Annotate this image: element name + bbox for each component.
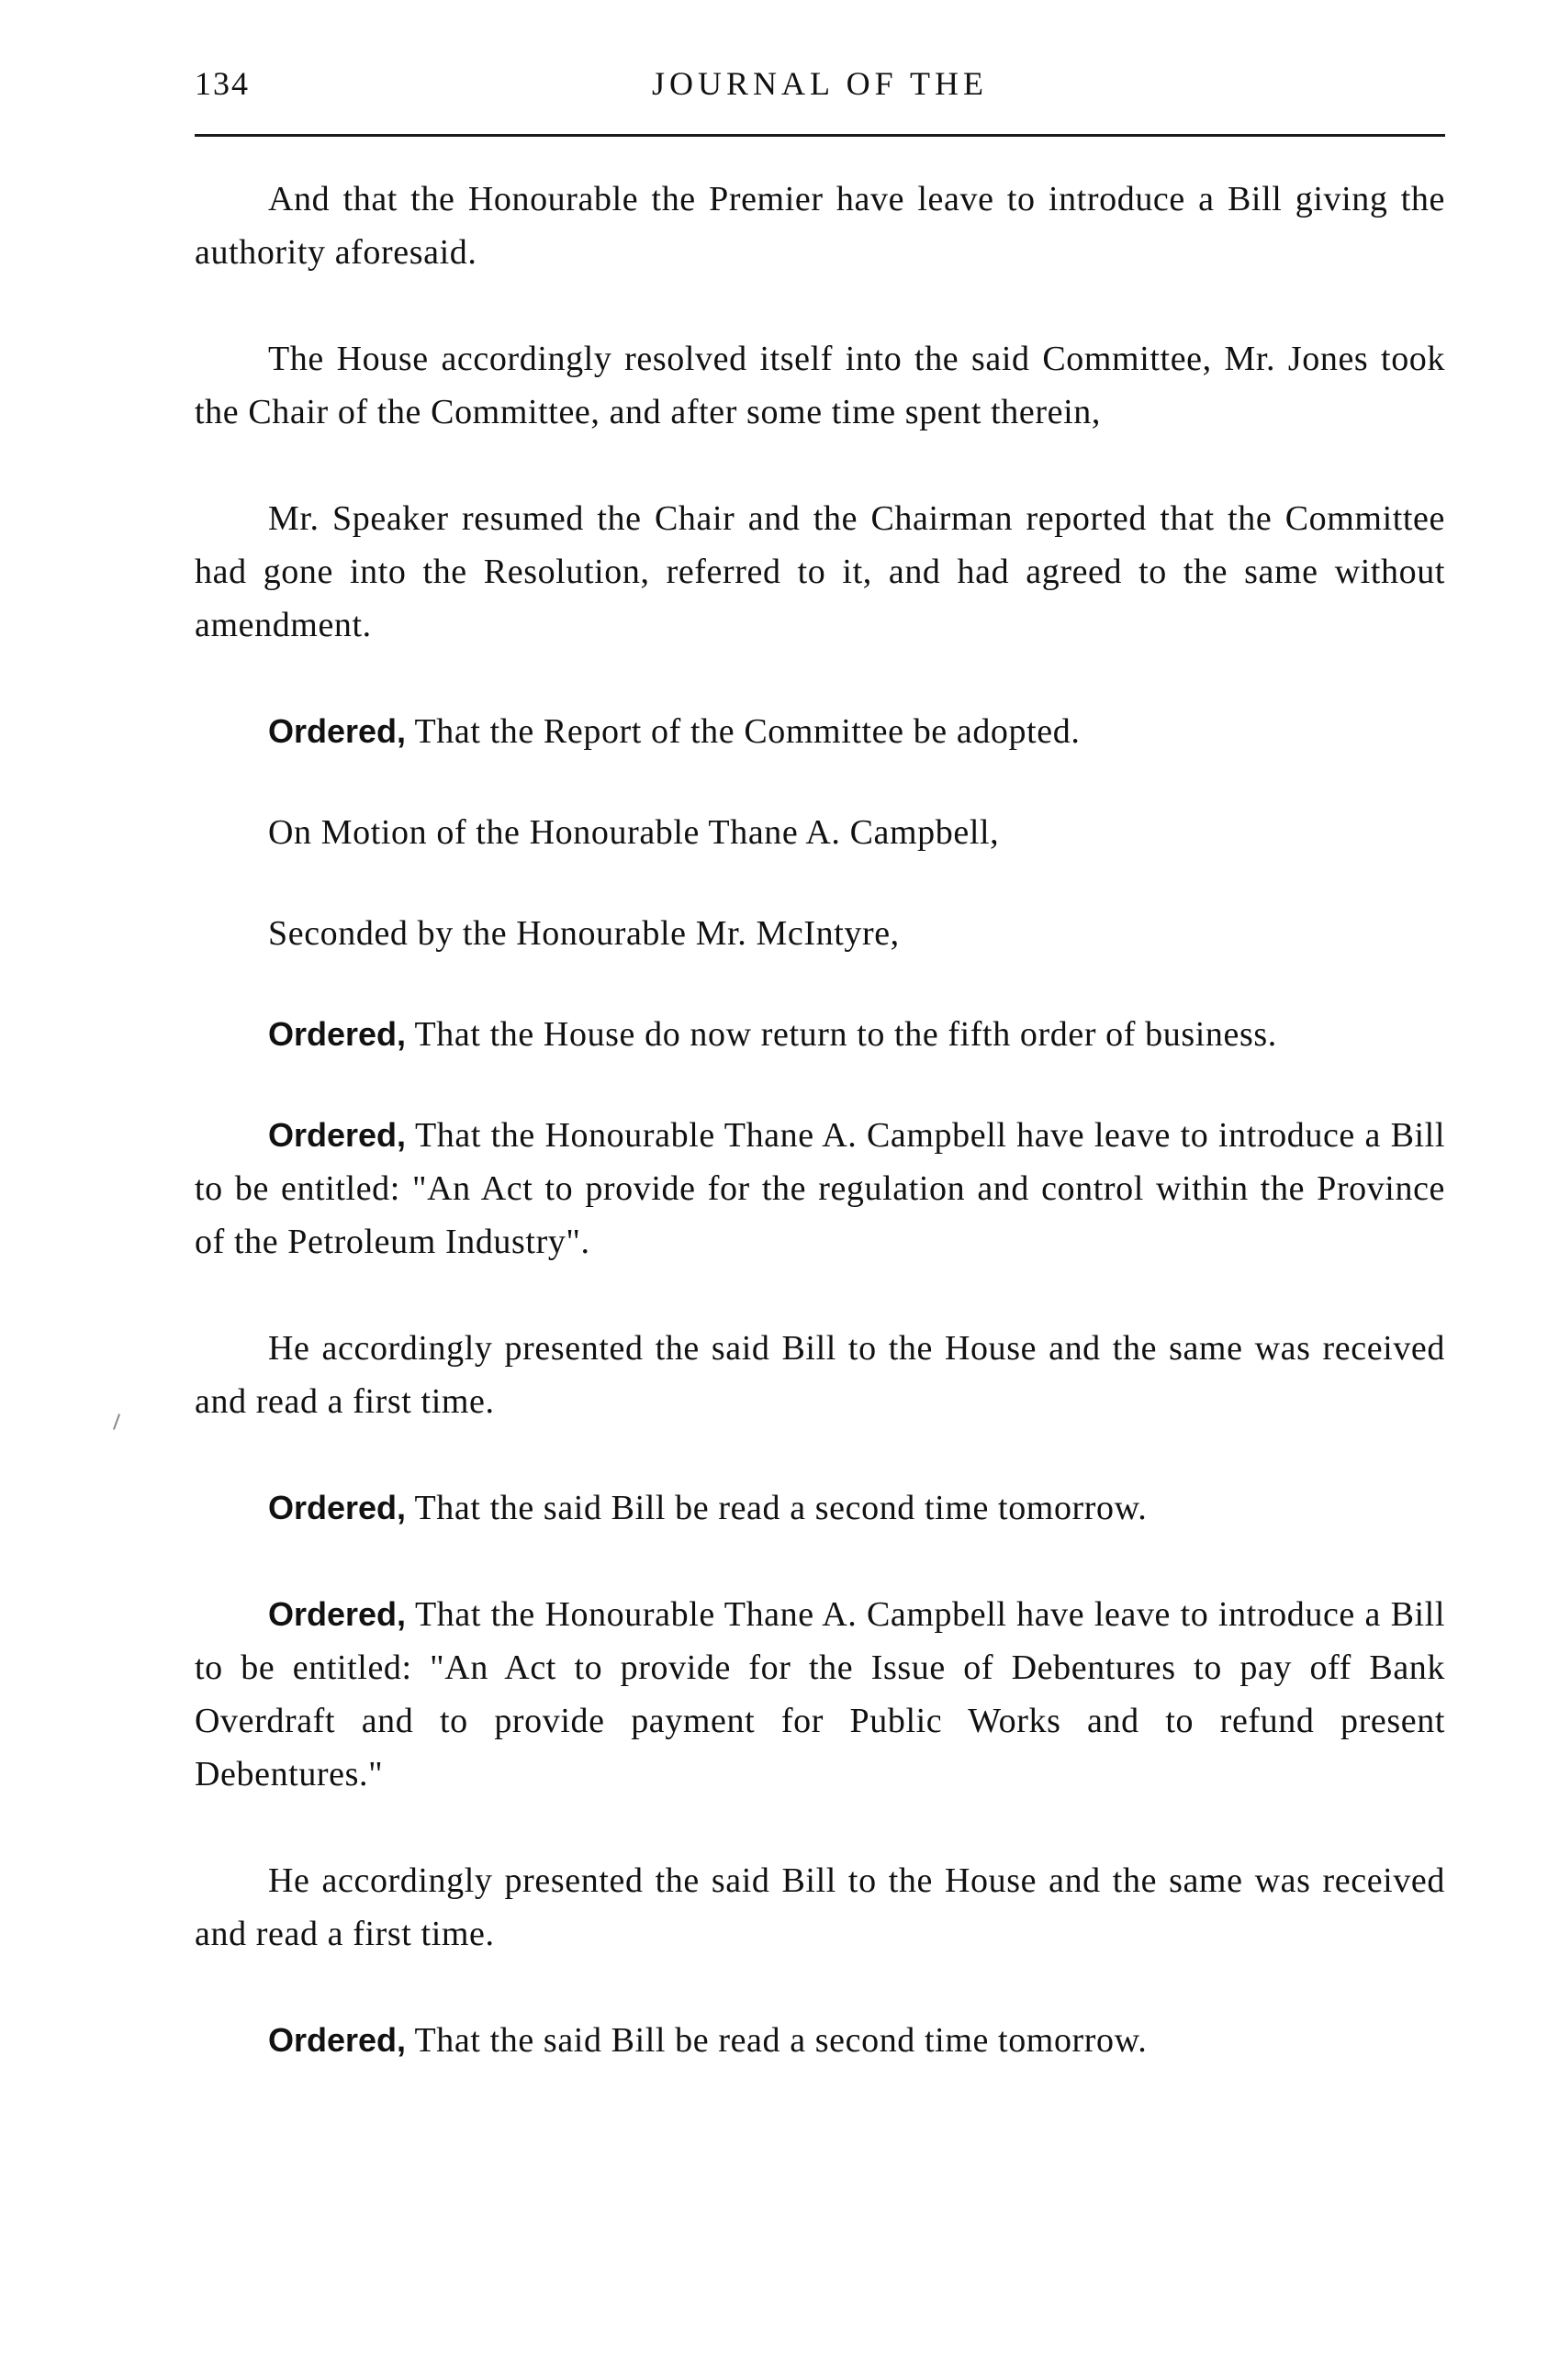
ordered-label: Ordered, (268, 1116, 407, 1154)
ordered-label: Ordered, (268, 2021, 407, 2059)
paragraph-text: That the House do now return to the fifth order of business. (414, 1015, 1277, 1054)
ordered-paragraph (195, 1481, 1445, 1535)
ordered-paragraph (195, 705, 1445, 758)
paragraph (195, 1322, 1445, 1428)
header-rule (195, 134, 1445, 137)
ordered-paragraph (195, 1588, 1445, 1801)
journal-title: JOURNAL OF THE (651, 65, 988, 102)
stray-ink-mark (113, 1413, 120, 1430)
paragraph (195, 1854, 1445, 1961)
ordered-label: Ordered, (268, 712, 407, 750)
paragraph (195, 492, 1445, 652)
paragraph-text: That the said Bill be read a second time tomorrow. (414, 2021, 1148, 2060)
paragraph-text: On Motion of the Honourable Thane A. Campbell, (268, 813, 1000, 852)
paragraph-text: That the said Bill be read a second time tomorrow. (414, 1489, 1148, 1527)
paragraph (195, 907, 1445, 960)
running-head (195, 64, 1445, 116)
paragraph (195, 806, 1445, 859)
ordered-label: Ordered, (268, 1595, 407, 1633)
journal-body (195, 173, 1445, 2067)
paragraph-text: And that the Honourable the Premier have leave to introduce a Bill giving the authority aforesaid. (195, 180, 1445, 272)
paragraph-text: Mr. Speaker resumed the Chair and the Chairman reported that the Committee had gone into the Resolution, referred to it, and had agreed to the same without amendment. (195, 499, 1445, 644)
ordered-label: Ordered, (268, 1489, 407, 1526)
ordered-paragraph (195, 2014, 1445, 2067)
ordered-label: Ordered, (268, 1015, 407, 1053)
paragraph-text: He accordingly presented the said Bill to the House and the same was received and read a first time. (195, 1861, 1445, 1953)
paragraph-text: That the Honourable Thane A. Campbell have leave to introduce a Bill to be entitled: "An Act to provide for the regulation and control within the Province of the Petroleum Industry". (195, 1116, 1445, 1261)
paragraph-text: That the Report of the Committee be adopted. (414, 712, 1081, 751)
page-number: 134 (195, 65, 250, 102)
paragraph (195, 173, 1445, 279)
paragraph-text: That the Honourable Thane A. Campbell have leave to introduce a Bill to be entitled: "An Act to provide for the Issue of Debentures to pay off Bank Overdraft and to provide payment for Public Works and to refund present Debentures." (195, 1595, 1445, 1793)
ordered-paragraph (195, 1008, 1445, 1061)
paragraph-text: Seconded by the Honourable Mr. McIntyre, (268, 914, 900, 953)
ordered-paragraph (195, 1109, 1445, 1268)
paragraph-text: The House accordingly resolved itself into the said Committee, Mr. Jones took the Chair of the Committee, and after some time spent therein, (195, 340, 1445, 431)
paragraph (195, 332, 1445, 439)
paragraph-text: He accordingly presented the said Bill to the House and the same was received and read a first time. (195, 1329, 1445, 1421)
journal-page (195, 64, 1445, 2060)
